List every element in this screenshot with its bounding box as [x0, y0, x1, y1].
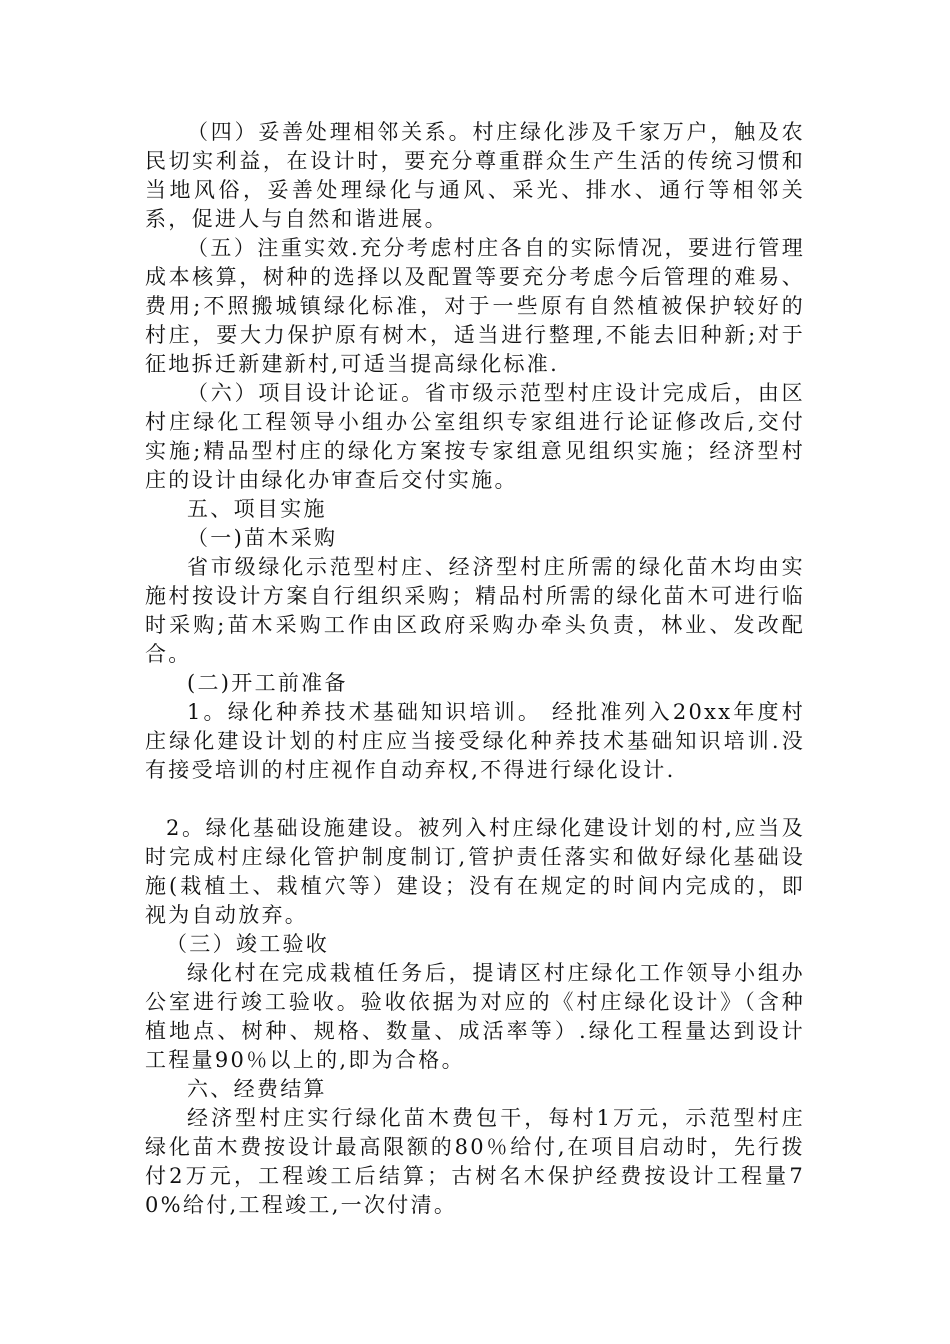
paragraph-acceptance: 绿化村在完成栽植任务后，提请区村庄绿化工作领导小组办公室进行竣工验收。验收依据为对应的《村庄绿化设计》（含种植地点、树种、规格、数量、成活率等）.绿化工程量达到设计工程量90％以上的,即为合格。	[145, 961, 805, 1072]
heading-fund-settlement: 六、经费结算	[187, 1077, 327, 1101]
blank-line	[145, 785, 805, 814]
paragraph-infrastructure: 2。绿化基础设施建设。被列入村庄绿化建设计划的村,应当及时完成村庄绿化管护制度制订,管护责任落实和做好绿化基础设施(栽植土、栽植穴等）建设；没有在规定的时间内完成的，即视为自动放弃。	[145, 816, 805, 927]
heading-completion-acceptance: （三）竣工验收	[166, 932, 330, 956]
document-page	[145, 118, 805, 1220]
paragraph-practical-effect: （五）注重实效.充分考虑村庄各自的实际情况，要进行管理成本核算，树种的选择以及配置等要充分考虑今后管理的难易、费用;不照搬城镇绿化标准，对于一些原有自然植被保护较好的村庄，要大力保护原有树木，适当进行整理,不能去旧种新;对于征地拆迁新建新村,可适当提高绿化标准.	[145, 236, 805, 376]
paragraph-seedling-purchase: 省市级绿化示范型村庄、经济型村庄所需的绿化苗木均由实施村按设计方案自行组织采购；精品村所需的绿化苗木可进行临时采购;苗木采购工作由区政府采购办牵头负责，林业、发改配合。	[145, 555, 805, 666]
paragraph-design-review: （六）项目设计论证。省市级示范型村庄设计完成后，由区村庄绿化工程领导小组办公室组织专家组进行论证修改后,交付实施;精品型村庄的绿化方案按专家组意见组织实施；经济型村庄的设计由绿化办审查后交付实施。	[145, 381, 805, 492]
heading-project-implementation: 五、项目实施	[187, 497, 327, 521]
paragraph-fund-settlement: 经济型村庄实行绿化苗木费包干，每村1万元，示范型村庄绿化苗木费按设计最高限额的80％给付,在项目启动时，先行拨付2万元，工程竣工后结算；古树名木保护经费按设计工程量70%给付,工程竣工,一次付清。	[145, 1106, 805, 1217]
heading-seedling-purchase: （一)苗木采购	[187, 526, 338, 550]
heading-pre-construction: (二)开工前准备	[187, 671, 348, 695]
paragraph-training: 1。绿化种养技术基础知识培训。 经批准列入20xx年度村庄绿化建设计划的村庄应当接受绿化种养技术基础知识培训.没有接受培训的村庄视作自动弃权,不得进行绿化设计.	[145, 700, 805, 782]
paragraph-neighbor-relations: （四）妥善处理相邻关系。村庄绿化涉及千家万户，触及农民切实利益，在设计时，要充分尊重群众生产生活的传统习惯和当地风俗，妥善处理绿化与通风、采光、排水、通行等相邻关系，促进人与自然和谐进展。	[145, 120, 805, 231]
